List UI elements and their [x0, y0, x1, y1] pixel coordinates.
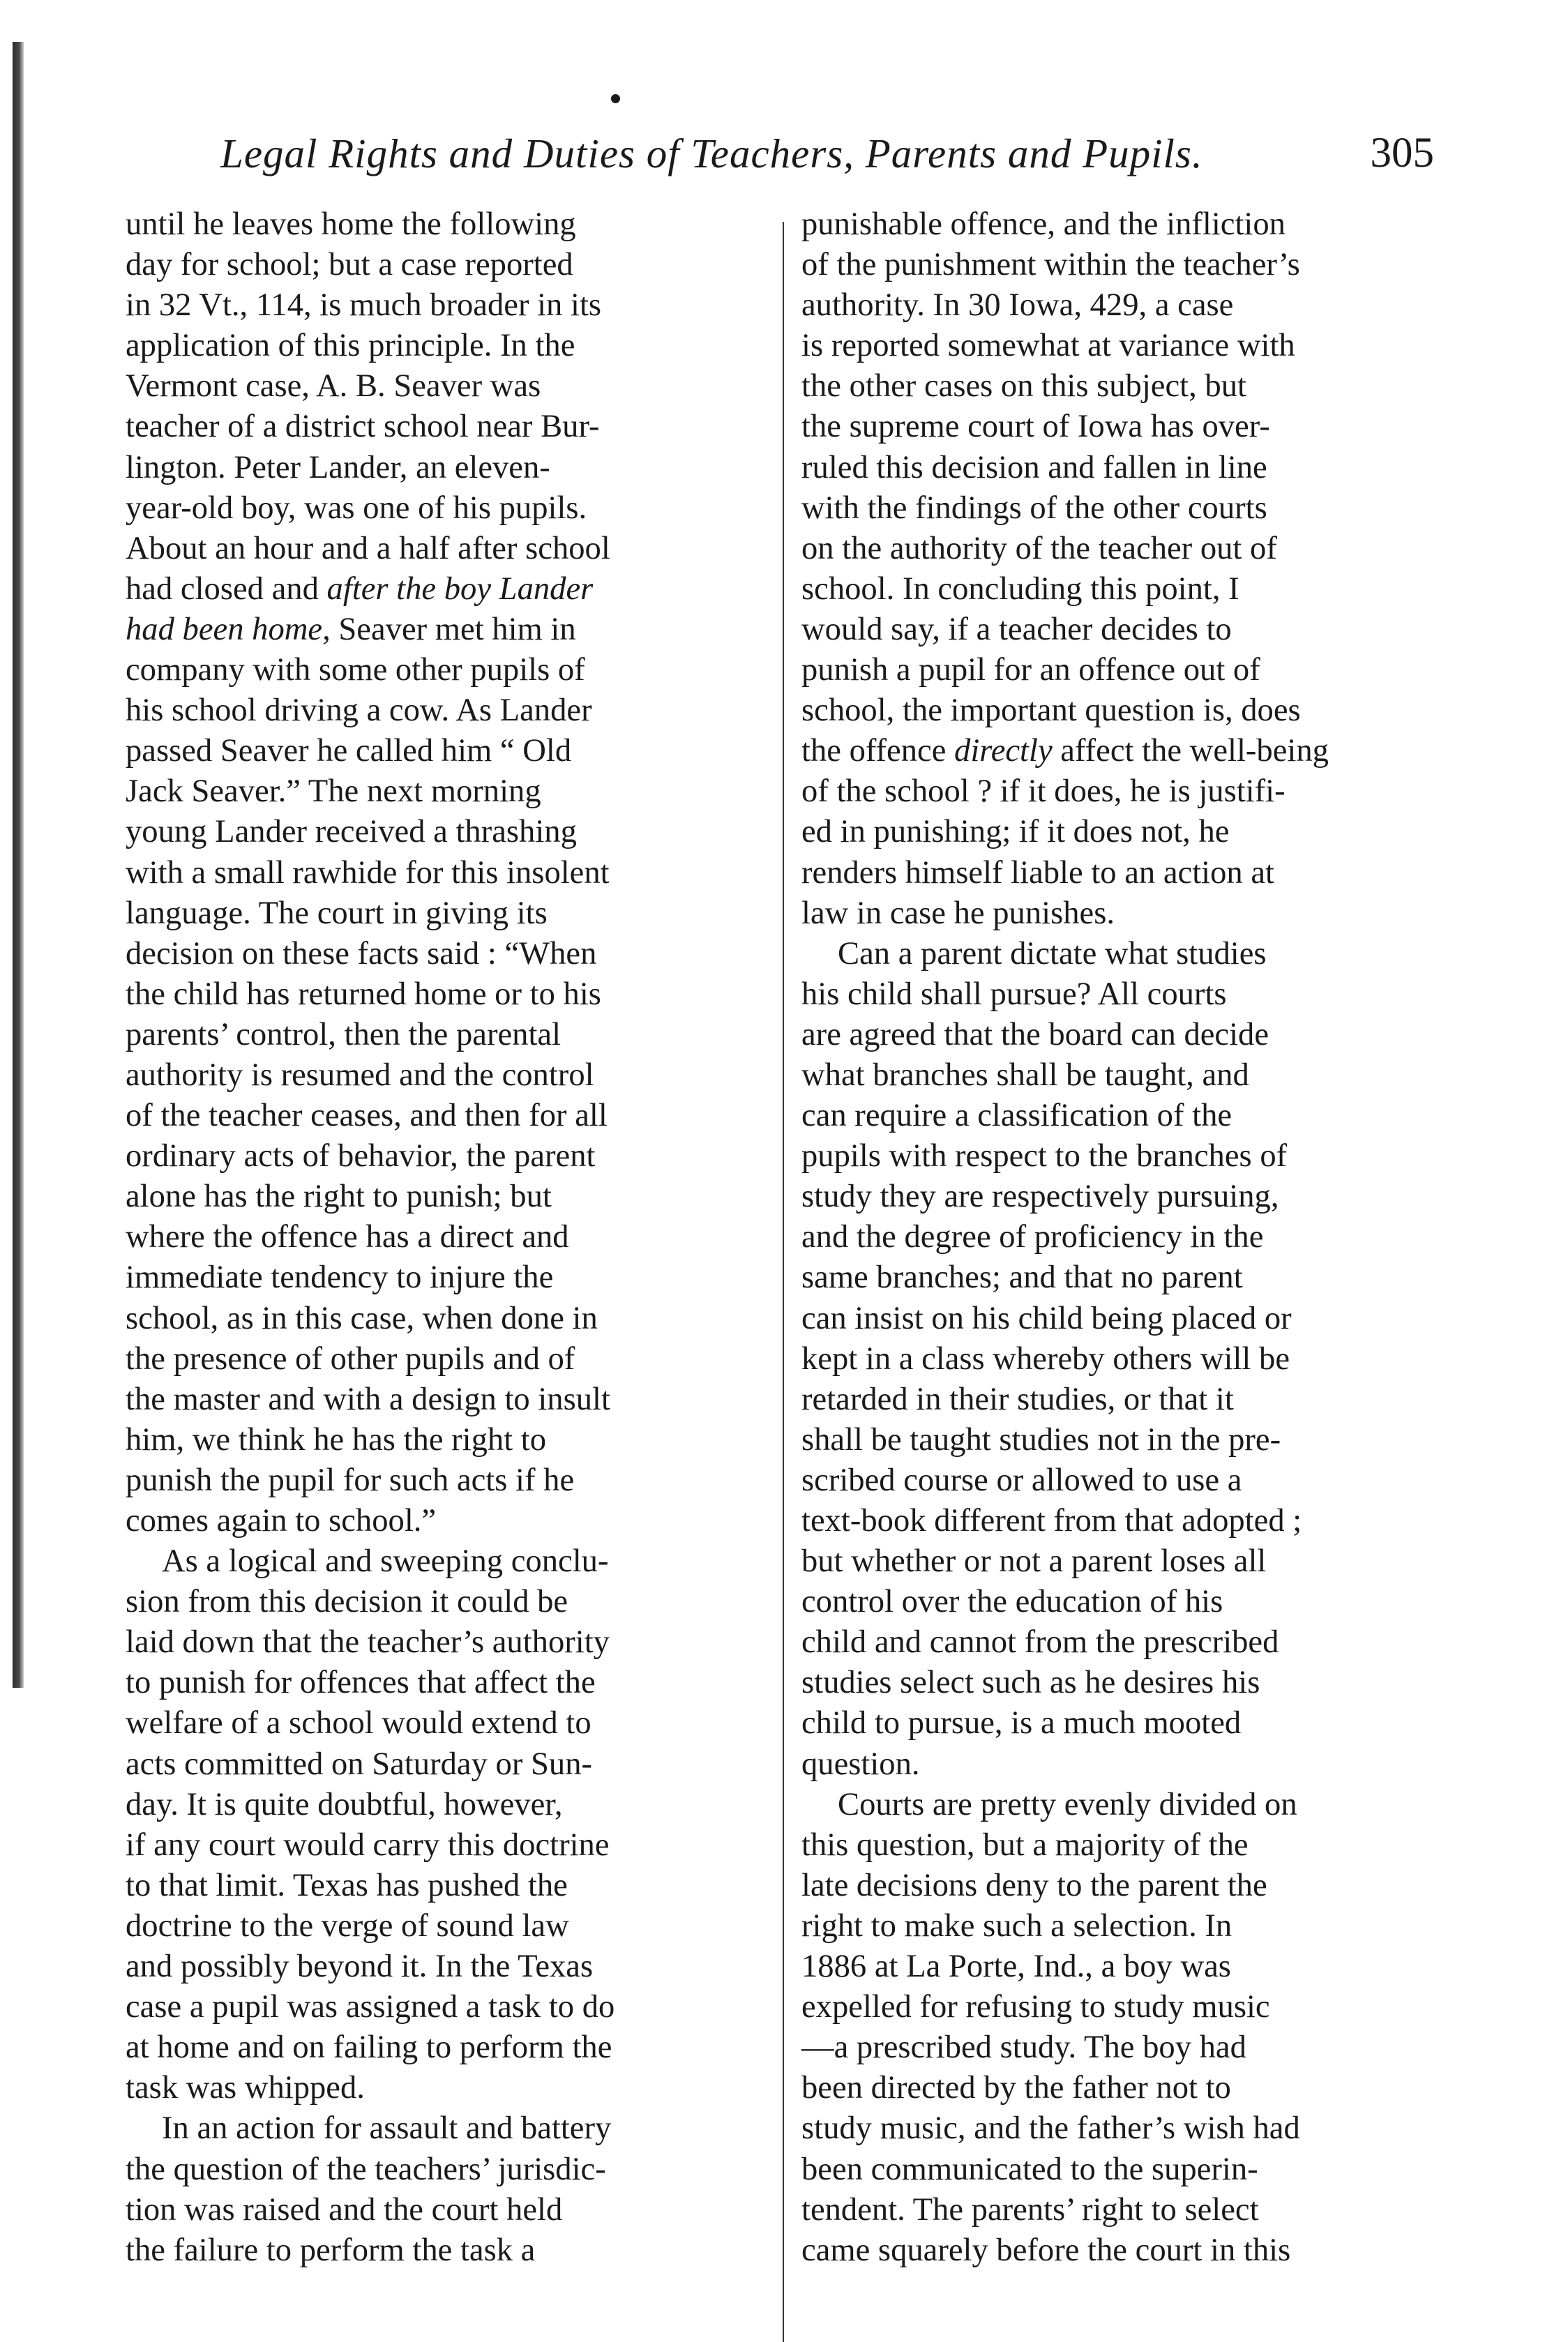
text-line: of the school ? if it does, he is justifi- — [801, 773, 1286, 810]
text-line: expelled for refusing to study music — [801, 1988, 1270, 2025]
page-number: 305 — [1370, 130, 1434, 176]
ink-dot — [611, 94, 620, 103]
text-line: In an action for assault and battery — [162, 2110, 612, 2147]
text-line: on the authority of the teacher out of — [801, 529, 1277, 566]
text-line: punish the pupil for such acts if he — [126, 1461, 575, 1498]
left-column — [126, 204, 764, 2270]
text-line: the supreme court of Iowa has over- — [801, 408, 1270, 445]
text-line: the question of the teachers’ jurisdic- — [126, 2150, 606, 2187]
text-line: his school driving a cow. As Lander — [126, 692, 592, 729]
text-line: day. It is quite doubtful, however, — [126, 1785, 563, 1822]
text-line: kept in a class whereby others will be — [801, 1340, 1290, 1377]
text-line: of the punishment within the teacher’s — [801, 246, 1300, 283]
text-line: laid down that the teacher’s authority — [126, 1624, 610, 1661]
text-line: child and cannot from the prescribed — [801, 1624, 1279, 1661]
text-line: is reported somewhat at variance with — [801, 327, 1295, 364]
text-line: text-book different from that adopted ; — [801, 1502, 1302, 1539]
text-line: study music, and the father’s wish had — [801, 2110, 1300, 2147]
text-line: sion from this decision it could be — [126, 1583, 568, 1620]
text-line: case a pupil was assigned a task to do — [126, 1988, 615, 2025]
text-line: his child shall pursue? All courts — [801, 975, 1227, 1012]
text-line: study they are respectively pursuing, — [801, 1178, 1279, 1215]
text-line: immediate tendency to injure the — [126, 1259, 554, 1296]
text-line: language. The court in giving its — [126, 894, 548, 931]
text-line: welfare of a school would extend to — [126, 1705, 591, 1742]
text-line: the offence directly affect the well-being — [801, 732, 1329, 769]
text-line: in 32 Vt., 114, is much broader in its — [126, 287, 602, 324]
text-line: with a small rawhide for this insolent — [126, 854, 610, 891]
text-line: decision on these facts said : “When — [126, 935, 597, 972]
running-head — [220, 117, 1434, 194]
text-line: About an hour and a half after school — [126, 529, 610, 566]
text-line: As a logical and sweeping conclu- — [162, 1543, 609, 1580]
text-line: same branches; and that no parent — [801, 1259, 1243, 1296]
text-line: shall be taught studies not in the pre- — [801, 1421, 1281, 1458]
text-line: been communicated to the superin- — [801, 2150, 1258, 2187]
text-line: are agreed that the board can decide — [801, 1015, 1269, 1052]
text-line: and the degree of proficiency in the — [801, 1218, 1264, 1255]
italic-phrase: had been home, — [126, 610, 331, 647]
text-line: Courts are pretty evenly divided on — [838, 1785, 1297, 1822]
text-line: had been home, Seaver met him in — [126, 610, 576, 647]
text-line: the master and with a design to insult — [126, 1380, 610, 1417]
text-line: tendent. The parents’ right to select — [801, 2191, 1259, 2228]
text-line: would say, if a teacher decides to — [801, 610, 1232, 647]
text-line: Jack Seaver.” The next morning — [126, 773, 541, 810]
text-line: came squarely before the court in this — [801, 2231, 1291, 2268]
text-line: retarded in their studies, or that it — [801, 1380, 1234, 1417]
text-line: company with some other pupils of — [126, 651, 585, 688]
text-line: alone has the right to punish; but — [126, 1178, 552, 1215]
text-line: the child has returned home or to his — [126, 975, 601, 1012]
text-line: application of this principle. In the — [126, 327, 575, 364]
text-line: school, the important question is, does — [801, 692, 1301, 729]
text-line: doctrine to the verge of sound law — [126, 1907, 569, 1944]
text-line: school. In concluding this point, I — [801, 570, 1239, 607]
right-column — [801, 204, 1433, 2270]
text-line: can insist on his child being placed or — [801, 1299, 1292, 1336]
text-line: passed Seaver he called him “ Old — [126, 732, 572, 769]
text-line: authority. In 30 Iowa, 429, a case — [801, 287, 1234, 324]
text-line: can require a classification of the — [801, 1097, 1232, 1134]
text-line: parents’ control, then the parental — [126, 1015, 561, 1052]
text-line: with the findings of the other courts — [801, 489, 1267, 526]
text-line: teacher of a district school near Bur- — [126, 408, 600, 445]
binding-edge — [13, 42, 24, 1688]
text-line: at home and on failing to perform the — [126, 2029, 612, 2066]
text-line: punish a pupil for an offence out of — [801, 651, 1260, 688]
text-line: where the offence has a direct and — [126, 1218, 569, 1255]
text-line: law in case he punishes. — [801, 894, 1115, 931]
text-line: this question, but a majority of the — [801, 1826, 1249, 1863]
text-line: year-old boy, was one of his pupils. — [126, 489, 587, 526]
text-line: to that limit. Texas has pushed the — [126, 1866, 568, 1903]
text-line: had closed and after the boy Lander — [126, 570, 594, 607]
text-line: acts committed on Saturday or Sun- — [126, 1745, 593, 1782]
text-line: the other cases on this subject, but — [801, 368, 1246, 405]
text-line: and possibly beyond it. In the Texas — [126, 1948, 594, 1985]
text-line: tion was raised and the court held — [126, 2191, 563, 2228]
text-line: ruled this decision and fallen in line — [801, 448, 1267, 485]
text-line: punishable offence, and the infliction — [801, 206, 1286, 242]
text-line: of the teacher ceases, and then for all — [126, 1097, 608, 1134]
text-line: day for school; but a case reported — [126, 246, 573, 283]
text-line: the failure to perform the task a — [126, 2231, 536, 2268]
text-line: until he leaves home the following — [126, 206, 576, 242]
text-line: the presence of other pupils and of — [126, 1340, 575, 1377]
text-line: young Lander received a thrashing — [126, 813, 577, 850]
text-line: lington. Peter Lander, an eleven- — [126, 448, 550, 485]
text-line: Vermont case, A. B. Seaver was — [126, 368, 541, 405]
text-line: authority is resumed and the control — [126, 1056, 594, 1093]
text-line: renders himself liable to an action at — [801, 854, 1274, 891]
text-line: comes again to school.” — [126, 1502, 437, 1539]
text-line: task was whipped. — [126, 2069, 365, 2106]
text-line: child to pursue, is a much mooted — [801, 1705, 1242, 1742]
text-line: right to make such a selection. In — [801, 1907, 1232, 1944]
text-line: pupils with respect to the branches of — [801, 1138, 1288, 1174]
text-line: control over the education of his — [801, 1583, 1223, 1620]
text-line: ed in punishing; if it does not, he — [801, 813, 1230, 850]
running-title: Legal Rights and Duties of Teachers, Parents and Pupils. — [220, 130, 1203, 176]
text-line: studies select such as he desires his — [801, 1664, 1260, 1701]
text-line: been directed by the father not to — [801, 2069, 1231, 2106]
text-line: school, as in this case, when done in — [126, 1299, 598, 1336]
text-line: to punish for offences that affect the — [126, 1664, 596, 1701]
italic-phrase: after the boy Lander — [326, 570, 594, 607]
text-line: late decisions deny to the parent the — [801, 1866, 1267, 1903]
text-line: him, we think he has the right to — [126, 1421, 547, 1458]
text-line: if any court would carry this doctrine — [126, 1826, 610, 1863]
text-line: scribed course or allowed to use a — [801, 1461, 1242, 1498]
text-line: —a prescribed study. The boy had — [801, 2029, 1246, 2066]
text-line: what branches shall be taught, and — [801, 1056, 1249, 1093]
text-line: but whether or not a parent loses all — [801, 1543, 1267, 1580]
text-line: question. — [801, 1745, 920, 1782]
italic-phrase: directly — [954, 732, 1053, 769]
text-line: Can a parent dictate what studies — [838, 935, 1267, 972]
text-line: ordinary acts of behavior, the parent — [126, 1138, 596, 1174]
text-line: 1886 at La Porte, Ind., a boy was — [801, 1948, 1231, 1985]
column-rule — [783, 222, 784, 2342]
